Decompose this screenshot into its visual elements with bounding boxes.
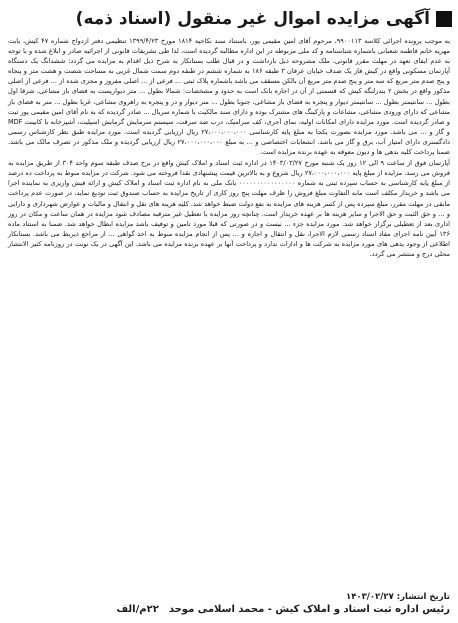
auction-terms-paragraph: آپارتمان فوق از ساعت ۹ الی ۱۲ روز یک شنبه مورخ ۱۴۰۳/۰۳/۲۷ در اداره ثبت اسناد و املاک کیش واقع در برج صدف طبقه سوم واحد ۳۰۴ از طریق مزایده به فروش می رسد. مزایده از مبلغ پایه ۲۷،۰۰۰،۰۰۰،۰۰۰ ریال شروع و به بالاترین قیمت پیشنهادی نقدا فروخته می شود. شرکت در مزایده منوط به پرداخت ده درصد از مبلغ پایه کارشناسی به حساب سپرده ثبتی به شماره ۰۰۰۰۰۰۰۰۰۰۰۰۰۰۰۰ بانک ملی به نام اداره ثبت اسناد و املاک کیش و ارائه فیش واریزی به نماینده اجرا می باشد و خریدار مکلف است مابه التفاوت مبلغ فروش را ظرف مهلت پنج روز کاری از تاریخ مزایده به حساب صندوق ثبت تودیع نماید، در صورت عدم پرداخت مابقی در مهلت مقرر، مبلغ سپرده پس از کسر هزینه های مزایده به نفع دولت ضبط خواهد شد. کلیه هزینه های نقل و انتقال و مالیات و عوارض شهرداری و دارایی و ... و حق الثبت و حق الاجرا و سایر هزینه ها بر عهده خریدار است. چنانچه روز مزایده با تعطیل غیر مترقبه مصادف شود مزایده در همان ساعت و مکان در روز اداری بعد از تعطیلی برگزار خواهد شد. مورد مزایده جزء ... نیست و در صورتی که قبلا مورد تامین و توقیف باشد مزایده ابطال خواهد شد. ضمنا به استناد ماده ۱۳۶ آیین نامه اجرای مفاد اسناد رسمی لازم الاجرا، نقل و انتقال و اجاره و ... پس از انجام مزایده منوط به اخذ گواهی ... از مراجع ذیربط می باشد. بستانکار اطلاعی از وجود بدهی های مورد مزایده به شرکت ها و ادارات ندارد و پرداخت آنها بر عهده برنده مزایده می باشد. این آگهی در یک نوبت در روزنامه کثیر الانتشار محلی درج و منتشر می گردد. <box>8 159 451 258</box>
signature-name: رئیس اداره ثبت اسناد و املاک کیش - محمد اسلامی موحد <box>168 604 450 615</box>
square-bullet-icon <box>436 11 452 27</box>
document-footer <box>8 591 450 617</box>
publication-date: تاریخ انتشار: ۱۴۰۳/۰۲/۲۷ <box>346 592 450 602</box>
document-header <box>6 6 452 32</box>
reference-number: ۲۲م/الف <box>116 604 159 615</box>
auction-description-paragraph: به موجب پرونده اجرائی کلاسه ۹۹۰۰۱۱۳، مرحوم آقای امین مقیمی پور، باستناد سند نکاحیه ۱۸۱۴ مورخ ۱۳۹۹/۴/۲۳ تنظیمی دفتر ازدواج شماره ۴۷ کیش، بابت مهریه خانم فاطمه شعبانی باشماره شناسنامه و کد ملی مربوطه در این اداره مطالبه گردیده است، لذا طی تشریفات قانونی از اجرائیه صادر و ابلاغ شده و با توجه به عدم ایفای تعهد در مهلت مقرر قانونی، ملک مشروحه ذیل بازداشت و در قبال طلب بستانکار به شرح ذیل اقدام به مزایده می گردد: ششدانگ یک دستگاه آپارتمان مسکونی واقع در کیش فاز یک صدف خیابان عرفان ۳ طبقه ۱۸۶ به شماره ششم در طبقه دوم سمت شمال غربی به مساحت شصت و هشت متر و پنجاه و پنج صدم متر مربع که سه متر و پنج صدم متر مربع آن بالکن مسقف می باشد باشماره پلاک ثبتی ... فرعی از ... اصلی مفروز و مجزی شده از ... فرعی از اصلی مذکور واقع در بخش ۲ بندرلنگه کیش که قسمتی از آن در اجاره بانک است به حدود و مشخصات: شمالا بطول ... متر دیواریست به فضای باز مشاعی، شرقا اول بطول ... سانتیمتر بطول ... سانتیمتر دیوار و پنجره به فضای باز مشاعی، جنوبا بطول ... متر دیوار و در و پنجره به راهروی مشاعی، غربا بطول ... متر به فضای باز مشاعی که دارای ورودی مشاعی، مشاعات و پارکینگ های مشترک بوده و دارای سند مالکیت با شماره سریال ... صادر گردیده که به نام آقای امین مقیمی پور ثبت و صادر گردیده است. مورد مزایده دارای امکانات اولیه، نمای آجری، کف سرامیک، درب ضد سرقت، سیستم سرمایش گرمایش اسپلیت، آشپزخانه با کابینت MDF و گاز و ... می باشد. مورد مزایده بصورت یکجا به مبلغ پایه کارشناسی ۲۷،۰۰۰،۰۰۰،۰۰۰ ریال ارزیابی گردیده است. مورد مزایده طبق نظر کارشناس رسمی دادگستری دارای امتیاز آب، برق و گاز می باشد. انشعابات اختصاصی و ... به مبلغ ۲۷،۰۰۰،۰۰۰،۰۰۰ ریال ارزیابی گردیده و ملک مذکور در تصرف مالک می باشد. ضمنا پرداخت کلیه بدهی ها و دیون معوقه به عهده برنده مزایده است. <box>8 37 451 157</box>
page-title: آگهی مزایده اموال غیر منقول (اسناد ذمه) <box>75 9 430 29</box>
signature-block <box>8 603 450 617</box>
